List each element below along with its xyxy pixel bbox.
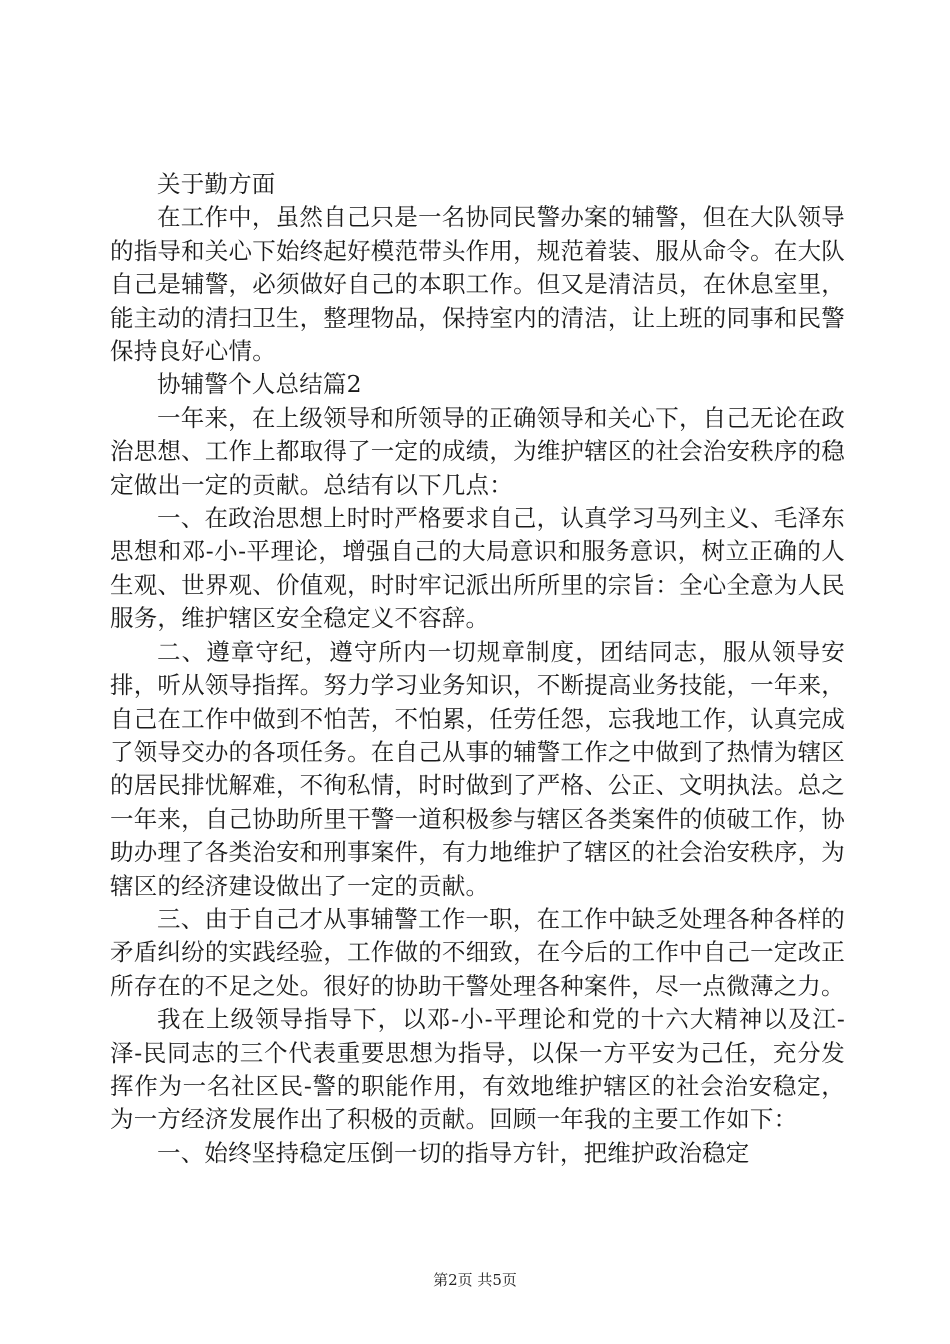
section-heading-part2: 协辅警个人总结篇2 (157, 370, 362, 399)
document-page (110, 0, 845, 1344)
page-footer: 第2页 共5页 (433, 1271, 517, 1289)
document-body (110, 168, 845, 1170)
section-heading-diligence: 关于勤方面 (157, 170, 276, 198)
body-paragraph: 在工作中，虽然自己只是一名协同民警办案的辅警，但在大队领导的指导和关心下始终起好模范带头作用，规范着装、服从命令。在大队自己是辅警，必须做好自己的本职工作。但又是清洁员，在休息室里，能主动的清扫卫生，整理物品，保持室内的清洁，让上班的同事和民警保持良好心情。 (110, 203, 845, 366)
body-paragraph: 一、在政治思想上时时严格要求自己，认真学习马列主义、毛泽东思想和邓-小-平理论，增强自己的大局意识和服务意识，树立正确的人生观、世界观、价值观，时时牢记派出所所里的宗旨：全心全意为人民服务，维护辖区安全稳定义不容辞。 (110, 504, 845, 633)
body-paragraph: 一年来，在上级领导和所领导的正确领导和关心下，自己无论在政治思想、工作上都取得了一定的成绩，为维护辖区的社会治安秩序的稳定做出一定的贡献。总结有以下几点： (110, 403, 845, 499)
body-paragraph: 一、始终坚持稳定压倒一切的指导方针，把维护政治稳定 (157, 1138, 750, 1167)
body-paragraph: 二、遵章守纪，遵守所内一切规章制度，团结同志，服从领导安排，听从领导指挥。努力学习业务知识，不断提高业务技能，一年来，自己在工作中做到不怕苦，不怕累，任劳任怨，忘我地工作，认真完成了领导交办的各项任务。在自己从事的辅警工作之中做到了热情为辖区的居民排忧解难，不徇私情，时时做到了严格、公正、文明执法。总之一年来，自己协助所里干警一道积极参与辖区各类案件的侦破工作，协助办理了各类治安和刑事案件，有力地维护了辖区的社会治安秩序，为辖区的经济建设做出了一定的贡献。 (110, 637, 845, 900)
body-paragraph: 我在上级领导指导下，以邓-小-平理论和党的十六大精神以及江-泽-民同志的三个代表重要思想为指导，以保一方平安为己任，充分发挥作为一名社区民-警的职能作用，有效地维护辖区的社会治安稳定，为一方经济发展作出了积极的贡献。回顾一年我的主要工作如下： (110, 1005, 845, 1134)
body-paragraph: 三、由于自己才从事辅警工作一职，在工作中缺乏处理各种各样的矛盾纠纷的实践经验，工作做的不细致，在今后的工作中自己一定改正所存在的不足之处。很好的协助干警处理各种案件，尽一点微薄之力。 (110, 904, 845, 1000)
